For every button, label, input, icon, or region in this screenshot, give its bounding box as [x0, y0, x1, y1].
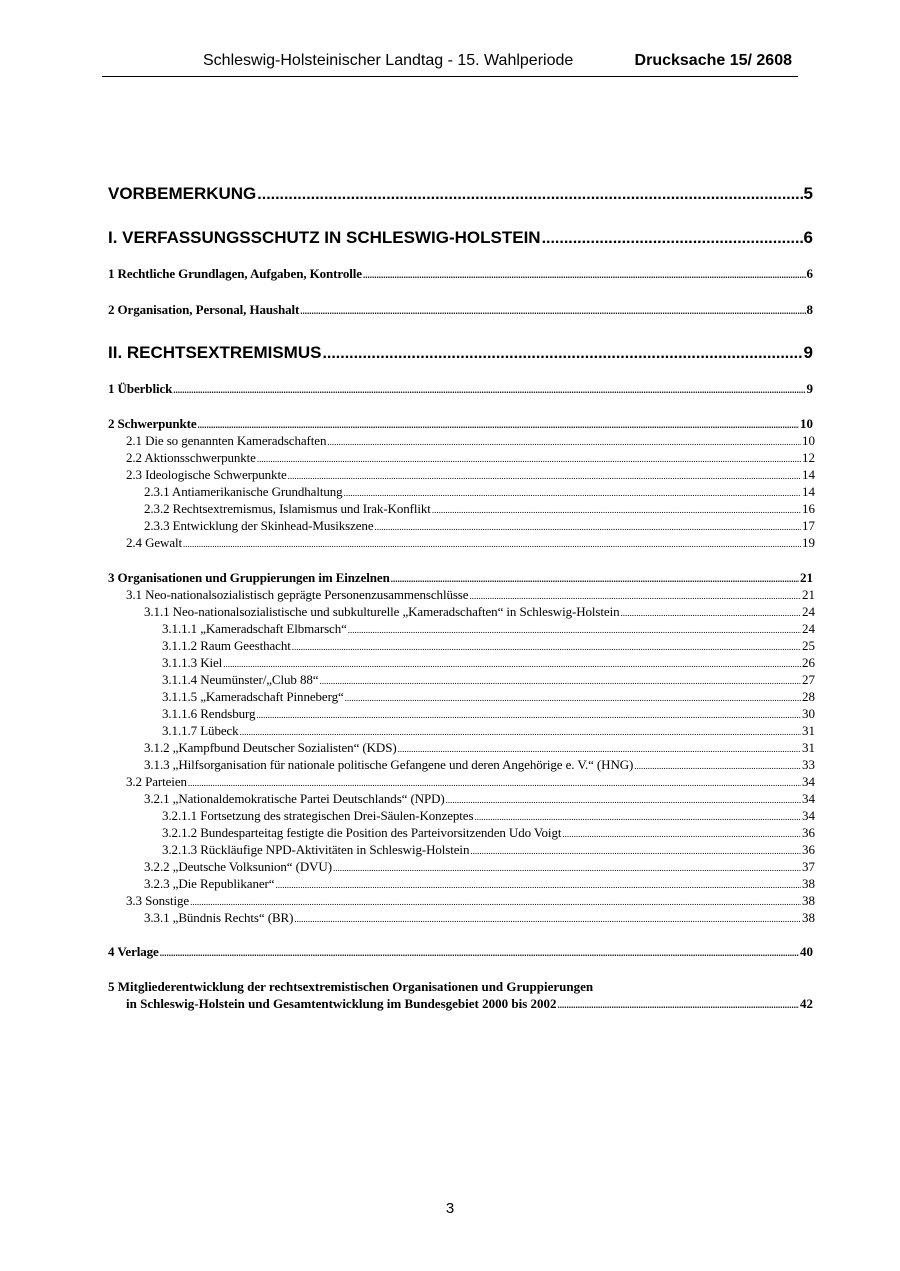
toc-entry-label: 3.2.1.3 Rückläufige NPD-Aktivitäten in Schleswig-Holstein	[162, 842, 470, 857]
toc-entry[interactable]	[108, 343, 813, 365]
toc-leader	[375, 522, 802, 532]
toc-entry-page: 5	[803, 184, 813, 203]
toc-entry[interactable]	[162, 655, 815, 672]
toc-leader	[474, 812, 801, 822]
toc-entry-page: 16	[802, 501, 815, 516]
toc-entry-label: 4 Verlage	[108, 944, 159, 959]
toc-leader	[327, 437, 801, 447]
toc-leader	[446, 795, 801, 805]
toc-entry-page: 10	[800, 416, 813, 431]
toc-entry[interactable]	[126, 467, 815, 484]
toc-leader	[294, 914, 801, 924]
toc-entry-label: 2.3.2 Rechtsextremismus, Islamismus und Irak-Konflikt	[144, 501, 431, 516]
toc-entry-page: 28	[802, 689, 815, 704]
toc-entry-label: in Schleswig-Holstein und Gesamtentwicklung im Bundesgebiet 2000 bis 2002	[126, 996, 557, 1011]
toc-entry-label: 3.2.1 „Nationaldemokratische Partei Deutschlands“ (NPD)	[144, 791, 445, 806]
toc-entry[interactable]	[162, 842, 815, 859]
toc-entry-page: 33	[802, 757, 815, 772]
toc-entry-label: 3.2.2 „Deutsche Volksunion“ (DVU)	[144, 859, 332, 874]
toc-entry-multiline[interactable]	[108, 979, 813, 1013]
toc-entry-label: 2.3.1 Antiamerikanische Grundhaltung	[144, 484, 343, 499]
toc-leader	[620, 608, 801, 618]
toc-entry-page: 6	[806, 266, 813, 281]
toc-entry[interactable]	[108, 381, 813, 398]
toc-entry-page: 38	[802, 876, 815, 891]
header-document-number: Drucksache 15/ 2608	[634, 52, 792, 69]
toc-entry-label: 2.2 Aktionsschwerpunkte	[126, 450, 256, 465]
toc-entry-page: 38	[802, 910, 815, 925]
toc-leader	[558, 1000, 800, 1010]
toc-entry-label: 3.1 Neo-nationalsozialistisch geprägte Personenzusammenschlüsse	[126, 587, 469, 602]
toc-entry-label: 2.4 Gewalt	[126, 535, 183, 550]
toc-entry[interactable]	[144, 604, 815, 621]
toc-entry-label: VORBEMERKUNG	[108, 184, 257, 203]
toc-entry-label: 3.3.1 „Bündnis Rechts“ (BR)	[144, 910, 294, 925]
toc-entry[interactable]	[144, 518, 815, 535]
toc-entry[interactable]	[108, 184, 813, 206]
toc-leader	[183, 539, 801, 549]
toc-entry-continuation	[126, 996, 813, 1013]
toc-leader	[319, 676, 801, 686]
toc-entry-label: II. RECHTSEXTREMISMUS	[108, 343, 322, 362]
toc-entry[interactable]	[144, 859, 815, 876]
toc-entry[interactable]	[144, 876, 815, 893]
toc-leader	[256, 710, 801, 720]
toc-leader	[275, 880, 801, 890]
toc-entry-label: 3.1.3 „Hilfsorganisation für nationale politische Gefangene und deren Angehörige e. V.“ (HNG)	[144, 757, 634, 772]
toc-leader	[188, 778, 801, 788]
toc-entry-page: 9	[803, 343, 813, 362]
toc-entry-page: 40	[800, 944, 813, 959]
toc-entry-page: 19	[802, 535, 815, 550]
toc-entry[interactable]	[126, 433, 815, 450]
toc-entry-page: 17	[802, 518, 815, 533]
toc-entry-label: 2.3 Ideologische Schwerpunkte	[126, 467, 287, 482]
toc-entry[interactable]	[108, 266, 813, 283]
toc-entry[interactable]	[108, 416, 813, 433]
toc-entry[interactable]	[108, 228, 813, 250]
header-title: Schleswig-Holsteinischer Landtag - 15. Wahlperiode	[203, 52, 574, 69]
toc-leader	[469, 591, 801, 601]
toc-entry-label: 3.1.1.4 Neumünster/„Club 88“	[162, 672, 319, 687]
toc-leader	[288, 471, 801, 481]
toc-entry-page: 30	[802, 706, 815, 721]
toc-entry-label: 1 Überblick	[108, 381, 173, 396]
toc-leader	[348, 625, 801, 635]
toc-leader	[391, 574, 799, 584]
toc-entry[interactable]	[162, 638, 815, 655]
toc-entry-label: 3.1.1.2 Raum Geesthacht	[162, 638, 291, 653]
toc-entry-label: 2.1 Die so genannten Kameradschaften	[126, 433, 327, 448]
toc-entry-page: 14	[802, 484, 815, 499]
toc-entry[interactable]	[162, 723, 815, 740]
toc-section-schwerpunkte	[108, 416, 813, 552]
toc-leader	[470, 846, 801, 856]
toc-entry-page: 34	[802, 791, 815, 806]
toc-entry-page: 9	[806, 381, 813, 396]
toc-entry-label: 3.1.1.3 Kiel	[162, 655, 223, 670]
toc-leader	[292, 642, 801, 652]
toc-entry-page: 10	[802, 433, 815, 448]
toc-entry-page: 36	[802, 842, 815, 857]
toc-leader	[398, 744, 801, 754]
toc-leader	[257, 454, 801, 464]
toc-entry-label: 3.1.1.1 „Kameradschaft Elbmarsch“	[162, 621, 347, 636]
toc-leader	[344, 488, 801, 498]
toc-entry-page: 27	[802, 672, 815, 687]
toc-entry-page: 34	[802, 774, 815, 789]
toc-section-organisationen	[108, 570, 813, 927]
toc-entry[interactable]	[162, 808, 815, 825]
toc-entry[interactable]	[162, 672, 815, 689]
toc-entry[interactable]	[162, 689, 815, 706]
toc-entry-label: 3.1.1.5 „Kameradschaft Pinneberg“	[162, 689, 344, 704]
toc-entry-page: 24	[802, 621, 815, 636]
toc-entry[interactable]	[144, 791, 815, 808]
toc-entry[interactable]	[126, 535, 815, 552]
toc-entry-page: 31	[802, 740, 815, 755]
toc-entry[interactable]	[108, 570, 813, 587]
toc-entry-label: 3.1.1 Neo-nationalsozialistische und subkulturelle „Kameradschaften“ in Schleswig-Holstein	[144, 604, 620, 619]
page-number: 3	[445, 1200, 455, 1217]
toc-leader	[322, 345, 802, 363]
toc-entry-label: 3 Organisationen und Gruppierungen im Einzelnen	[108, 570, 390, 585]
toc-leader	[333, 863, 801, 873]
toc-entry[interactable]	[162, 825, 815, 842]
toc-entry[interactable]	[126, 774, 815, 791]
toc-entry-page: 25	[802, 638, 815, 653]
toc-leader	[634, 761, 801, 771]
toc-entry-label: 2 Organisation, Personal, Haushalt	[108, 302, 300, 317]
toc-leader	[198, 420, 799, 430]
toc-entry-label: 2 Schwerpunkte	[108, 416, 197, 431]
toc-entry-label: I. VERFASSUNGSSCHUTZ IN SCHLESWIG-HOLSTEIN	[108, 228, 541, 247]
toc-entry-label: 3.2.1.1 Fortsetzung des strategischen Drei-Säulen-Konzeptes	[162, 808, 474, 823]
toc-entry-label: 3.1.2 „Kampfbund Deutscher Sozialisten“ (KDS)	[144, 740, 397, 755]
toc-leader	[432, 505, 801, 515]
toc-entry-page: 36	[802, 825, 815, 840]
toc-entry-page: 24	[802, 604, 815, 619]
toc-entry[interactable]	[126, 893, 815, 910]
toc-entry[interactable]	[108, 944, 813, 961]
toc-entry[interactable]	[126, 587, 815, 604]
toc-entry-label: 3.2 Parteien	[126, 774, 187, 789]
toc-entry-page: 6	[803, 228, 813, 247]
toc-entry-label: 3.1.1.7 Lübeck	[162, 723, 239, 738]
toc-entry[interactable]	[144, 740, 815, 757]
toc-leader	[562, 829, 801, 839]
toc-entry-page: 12	[802, 450, 815, 465]
toc-leader	[345, 693, 801, 703]
toc-entry-page: 14	[802, 467, 815, 482]
toc-entry-page: 38	[802, 893, 815, 908]
toc-leader	[363, 270, 806, 280]
toc-entry-label: 5 Mitgliederentwicklung der rechtsextremistischen Organisationen und Gruppierungen	[108, 979, 594, 994]
toc-leader	[160, 948, 799, 958]
toc-leader	[240, 727, 801, 737]
toc-entry-page: 21	[802, 587, 815, 602]
toc-entry[interactable]	[144, 501, 815, 518]
toc-entry-label: 3.2.3 „Die Republikaner“	[144, 876, 275, 891]
toc-entry-label: 3.1.1.6 Rendsburg	[162, 706, 256, 721]
toc-entry-label: 1 Rechtliche Grundlagen, Aufgaben, Kontrolle	[108, 266, 362, 281]
toc-entry-page: 8	[806, 302, 813, 317]
toc-entry-page: 21	[800, 570, 813, 585]
toc-entry-page: 34	[802, 808, 815, 823]
toc-entry-page: 37	[802, 859, 815, 874]
toc-leader	[173, 385, 805, 395]
toc-entry-label: 3.3 Sonstige	[126, 893, 190, 908]
toc-leader	[542, 230, 803, 248]
toc-entry-label: 3.2.1.2 Bundesparteitag festigte die Position des Parteivorsitzenden Udo Voigt	[162, 825, 562, 840]
page-header	[102, 50, 798, 77]
toc-entry-page: 31	[802, 723, 815, 738]
toc-entry[interactable]	[144, 910, 815, 927]
toc-entry-label: 2.3.3 Entwicklung der Skinhead-Musikszene	[144, 518, 374, 533]
toc-entry[interactable]	[162, 621, 815, 638]
toc-entry-page: 42	[800, 996, 813, 1011]
toc-leader	[223, 659, 801, 669]
toc-entry[interactable]	[144, 484, 815, 501]
toc-entry-page: 26	[802, 655, 815, 670]
toc-leader	[190, 897, 801, 907]
toc-leader	[257, 186, 802, 204]
toc-entry[interactable]	[144, 757, 815, 774]
toc-entry[interactable]	[126, 450, 815, 467]
toc-entry[interactable]	[108, 302, 813, 319]
toc-entry[interactable]	[162, 706, 815, 723]
toc-leader	[300, 306, 805, 316]
